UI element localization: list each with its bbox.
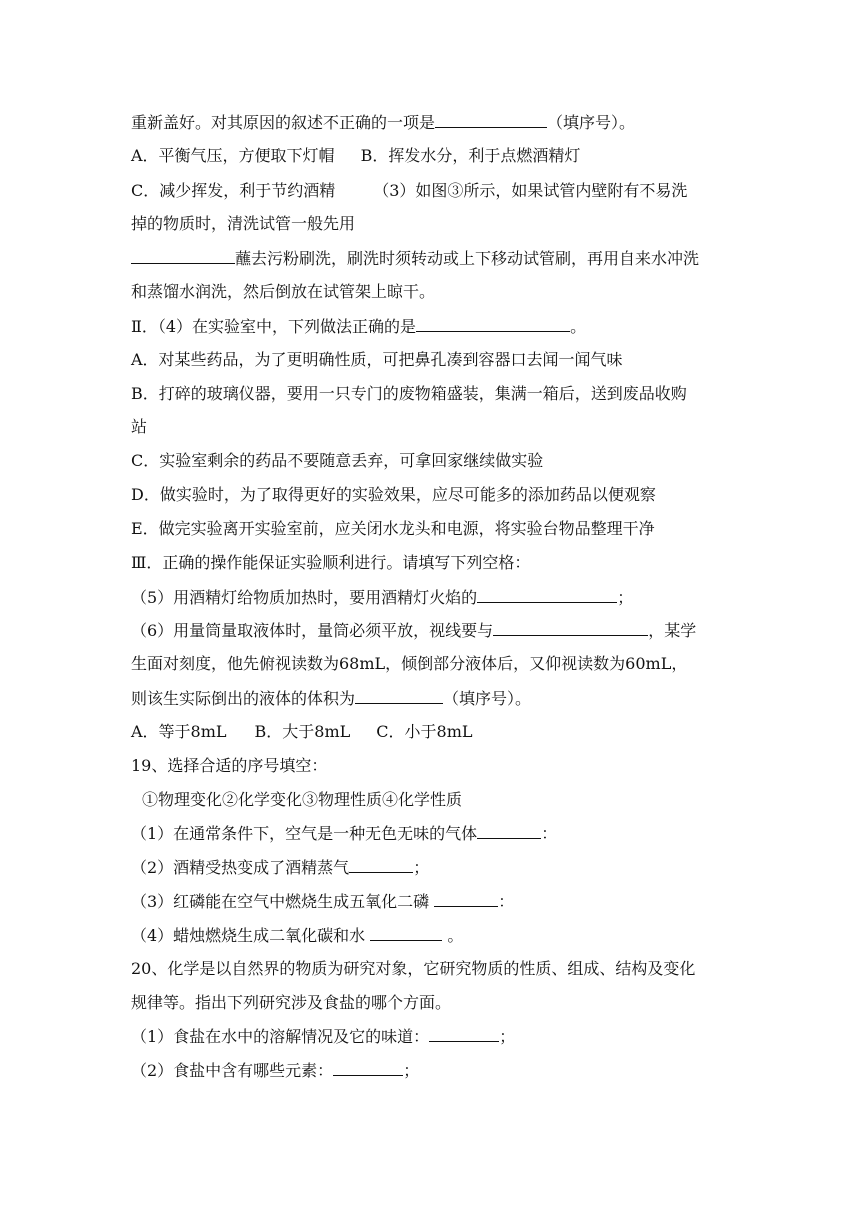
answer-blank	[355, 688, 443, 704]
option-c: C．小于8mL	[376, 722, 473, 741]
text: （3）如图③所示，如果试管内壁附有不易洗	[373, 181, 688, 200]
answer-blank	[333, 1060, 403, 1076]
option-e: E．做完实验离开实验室前，应关闭水龙头和电源，将实验台物品整理干净	[131, 519, 655, 538]
text: Ⅱ．（4）在实验室中，下列做法正确的是	[131, 317, 417, 336]
option-b: B．挥发水分，利于点燃酒精灯	[360, 146, 581, 165]
option-line	[131, 181, 687, 201]
option-line	[131, 519, 655, 539]
text: （5）用酒精灯给物质加热时，要用酒精灯火焰的	[131, 588, 478, 607]
text-line	[131, 654, 687, 674]
text: 掉的物质时，清洗试管一般先用	[131, 214, 356, 233]
text-line	[131, 214, 355, 234]
text-line	[131, 891, 514, 912]
text: 和蒸馏水润洗，然后倒放在试管架上晾干。	[131, 282, 436, 301]
text-line	[131, 112, 635, 133]
answer-blank	[493, 620, 648, 636]
text-line	[131, 248, 699, 269]
option-line	[131, 485, 656, 505]
text: （填序号）。	[547, 113, 636, 132]
text: （2）食盐中含有哪些元素：	[131, 1061, 334, 1080]
answer-blank	[477, 823, 541, 839]
text: ：	[541, 824, 558, 843]
text: （1）在通常条件下，空气是一种无色无味的气体	[131, 824, 478, 843]
option-line	[131, 451, 543, 471]
text: 。	[442, 926, 464, 945]
option-c: C．实验室剩余的药品不要随意丢弃，可拿回家继续做实验	[131, 451, 544, 470]
text-line	[131, 620, 696, 641]
answer-blank	[435, 112, 547, 128]
text: ，某学	[648, 621, 697, 640]
text: （6）用量筒量取液体时，量筒必须平放，视线要与	[131, 621, 494, 640]
answer-blank	[434, 891, 498, 907]
option-line	[131, 350, 623, 370]
text: 19、选择合适的序号填空：	[131, 756, 328, 775]
text: ；	[413, 858, 430, 877]
option-a: A．等于8mL	[131, 722, 227, 741]
answer-blank	[429, 1026, 499, 1042]
text-line	[131, 553, 530, 573]
text-line	[131, 925, 463, 946]
text: ；	[617, 588, 634, 607]
text-line	[131, 316, 586, 337]
answer-blank	[131, 248, 235, 264]
option-b: B．打碎的玻璃仪器，要用一只专门的废物箱盛装，集满一箱后，送到废品收购	[131, 384, 687, 403]
text-line	[131, 993, 451, 1013]
text: （1）食盐在水中的溶解情况及它的味道：	[131, 1027, 430, 1046]
text: 。	[570, 317, 587, 336]
text: Ⅲ．正确的操作能保证实验顺利进行。请填写下列空格：	[131, 553, 531, 572]
answer-blank	[477, 587, 617, 603]
text: 重新盖好。对其原因的叙述不正确的一项是	[131, 113, 436, 132]
text-line	[131, 587, 633, 608]
question-heading	[131, 959, 695, 979]
text-line	[131, 1060, 419, 1081]
text: （2）酒精受热变成了酒精蒸气	[131, 858, 350, 877]
text-line	[131, 417, 147, 437]
text-line	[131, 823, 557, 844]
text-line	[131, 282, 435, 302]
text: 20、化学是以自然界的物质为研究对象，它研究物质的性质、组成、结构及变化	[131, 959, 696, 978]
text: 站	[131, 417, 148, 436]
option-a: A．平衡气压，方便取下灯帽	[131, 146, 335, 165]
text-line	[131, 1026, 515, 1047]
answer-blank	[349, 857, 413, 873]
text: 生面对刻度，他先俯视读数为68mL，倾倒部分液体后，又仰视读数为60mL，	[131, 654, 688, 673]
option-d: D．做实验时，为了取得更好的实验效果，应尽可能多的添加药品以便观察	[131, 485, 656, 504]
text-line	[131, 857, 429, 878]
text: （填序号）。	[443, 689, 532, 708]
text: ；	[403, 1061, 420, 1080]
text-line	[131, 688, 531, 709]
answer-blank	[416, 316, 570, 332]
text: （4）蜡烛燃烧生成二氧化碳和水	[131, 926, 371, 945]
text: ；	[499, 1027, 516, 1046]
answer-blank	[370, 925, 442, 941]
text: 蘸去污粉刷洗，刷洗时须转动或上下移动试管刷，再用自来水冲洗	[235, 249, 700, 268]
option-a: A．对某些药品，为了更明确性质，可把鼻孔凑到容器口去闻一闻气味	[131, 350, 623, 369]
text: （3）红磷能在空气中燃烧生成五氧化二磷	[131, 892, 435, 911]
text: ：	[498, 892, 515, 911]
text: 则该生实际倒出的液体的体积为	[131, 689, 356, 708]
text: 规律等。指出下列研究涉及食盐的哪个方面。	[131, 993, 452, 1012]
text: ①物理变化②化学变化③物理性质④化学性质	[142, 790, 463, 809]
option-line	[131, 722, 473, 742]
option-line	[131, 384, 687, 404]
choice-list	[142, 790, 462, 810]
option-line	[131, 146, 580, 166]
option-b: B．大于8mL	[254, 722, 351, 741]
question-heading	[131, 756, 327, 776]
option-c: C．减少挥发，利于节约酒精	[131, 181, 336, 200]
